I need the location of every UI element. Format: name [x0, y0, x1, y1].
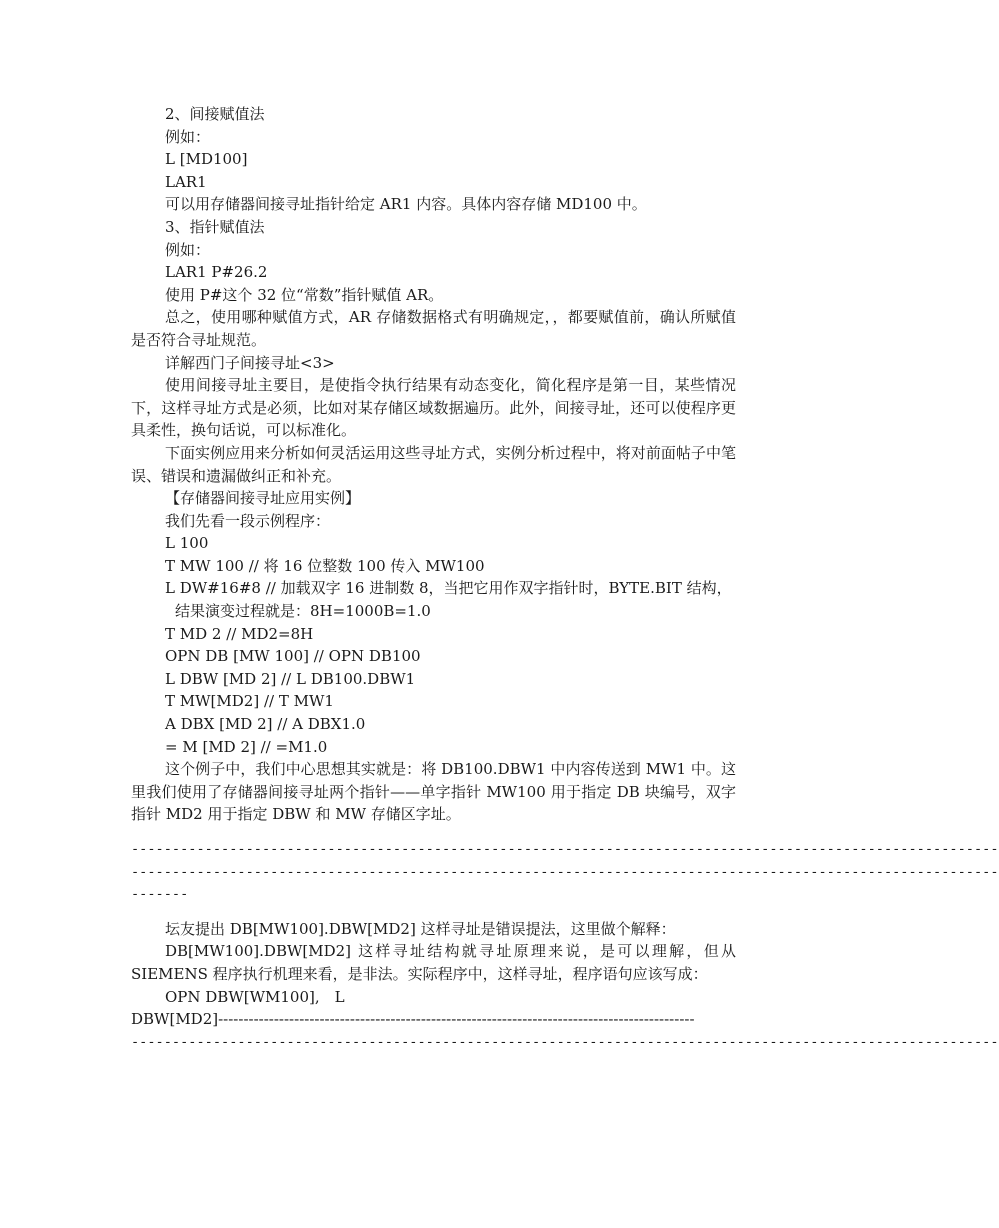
- code-line: L DBW [MD 2] // L DB100.DBW1: [165, 669, 416, 688]
- spacer: [131, 906, 736, 918]
- spacer: [131, 826, 736, 838]
- section-title: 详解西门子间接寻址<3>: [165, 353, 335, 372]
- paragraph: 使用间接寻址主要目，是使指令执行结果有动态变化，简化程序是第一目，某些情况下，这样寻址方式是必须，比如对某存储区域数据遍历。此外，间接寻址，还可以使程序更具柔性，换句话说，可以标准化。: [131, 376, 736, 440]
- code-line: OPN DB [MW 100] // OPN DB100: [165, 647, 421, 666]
- text-line: 我们先看一段示例程序：: [165, 511, 331, 530]
- divider: ----------------------------------------------------------------------------------------------------------: [131, 841, 999, 857]
- code-line: LAR1: [165, 172, 207, 191]
- divider: -------: [131, 886, 189, 903]
- code-line: = M [MD 2] // =M1.0: [165, 737, 328, 756]
- code-line: T MW 100 // 将 16 位整数 100 传入 MW100: [165, 556, 485, 575]
- example-label: 例如：: [165, 240, 211, 259]
- code-line: A DBX [MD 2] // A DBX1.0: [165, 715, 366, 734]
- code-line: T MW[MD2] // T MW1: [165, 692, 334, 711]
- text-line: 可以用存储器间接寻址指针给定 AR1 内容。具体内容存储 MD100 中。: [165, 195, 647, 214]
- example-label: 例如：: [165, 127, 211, 146]
- code-paragraph: L DW#16#8 // 加载双字 16 进制数 8，当把它用作双字指针时，BYTE.BIT 结构，: [165, 579, 732, 598]
- code-line: T MD 2 // MD2=8H: [165, 624, 314, 643]
- paragraph: 这个例子中，我们中心思想其实就是：将 DB100.DBW1 中内容传送到 MW1 中。这里我们使用了存储器间接寻址两个指针——单字指针 MW100 用于指定 DB 块编号，双字指针 MD2 用于指定 DBW 和 MW 存储区字址。: [131, 760, 736, 824]
- heading-indirect-assign: 2、间接赋值法: [165, 105, 265, 123]
- text-line: 坛友提出 DB[MW100].DBW[MD2] 这样寻址是错误提法，这里做个解释：: [165, 919, 676, 938]
- divider: ----------------------------------------------------------------------------------------------------------: [131, 863, 999, 880]
- code-line: L 100: [165, 534, 209, 553]
- subsection-title: 【存储器间接寻址应用实例】: [165, 489, 361, 508]
- paragraph: 总之，使用哪种赋值方式，AR 存储数据格式有明确规定，，都要赋值前，确认所赋值是否符合寻址规范。: [131, 308, 736, 349]
- code-line: DBW[MD2]----------------------------------------------------------------------------------------------: [131, 1010, 695, 1029]
- code-line: L [MD100]: [165, 150, 248, 169]
- text-line: 结果演变过程就是：8H=1000B=1.0: [175, 602, 431, 621]
- code-line: LAR1 P#26.2: [165, 263, 268, 282]
- text-line: 使用 P#这个 32 位“常数”指针赋值 AR。: [165, 285, 444, 304]
- heading-pointer-assign: 3、指针赋值法: [165, 217, 265, 236]
- document-page: [131, 103, 999, 1053]
- code-line: OPN DBW[WM100], L: [165, 987, 345, 1006]
- divider: ----------------------------------------------------------------------------------------------------------: [131, 1033, 999, 1050]
- paragraph: 下面实例应用来分析如何灵活运用这些寻址方式，实例分析过程中，将对前面帖子中笔误、错误和遗漏做纠正和补充。: [131, 443, 736, 485]
- paragraph: DB[MW100].DBW[MD2] 这样寻址结构就寻址原理来说，是可以理解，但从 SIEMENS 程序执行机理来看，是非法。实际程序中，这样寻址，程序语句应该写成：: [131, 942, 736, 983]
